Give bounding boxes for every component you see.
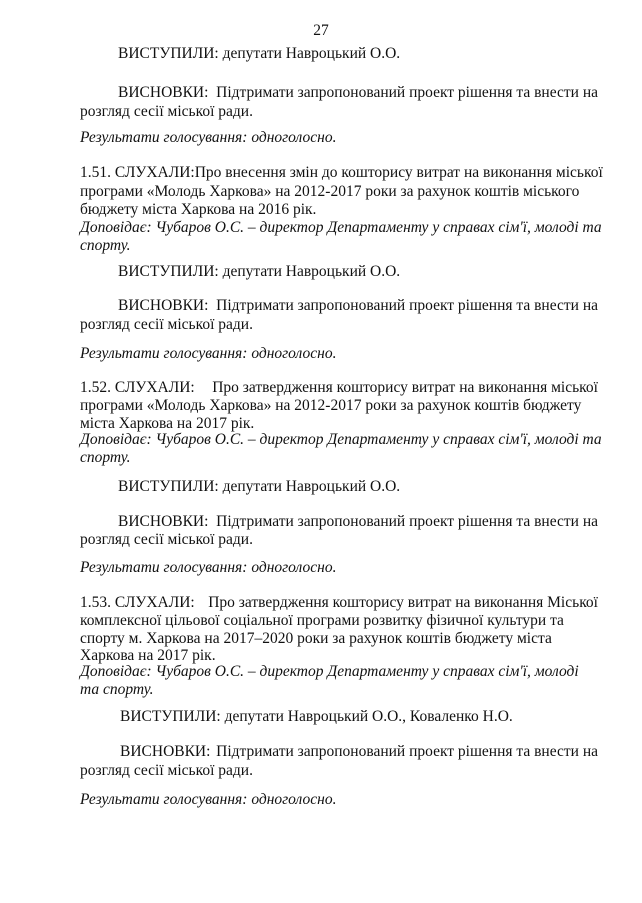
item-heading-label: 1.52. СЛУХАЛИ: (80, 379, 195, 396)
speakers-line (118, 262, 400, 281)
item-heading-line (80, 163, 603, 182)
speakers-names: депутати Навроцький О.О. (222, 45, 401, 62)
item-heading-continuation: програми «Молодь Харкова» на 2012-2017 роки за рахунок коштів міського (80, 183, 580, 200)
vote-result: одноголосно. (251, 559, 337, 576)
item-heading-line (80, 593, 598, 612)
reporter-label: Доповідає: (80, 431, 152, 448)
conclusion-line (120, 742, 598, 761)
reporter-text: Чубаров О.С. – директор Департаменту у справах сім'ї, молоді (155, 663, 579, 680)
speakers-names: депутати Навроцький О.О., Коваленко Н.О. (224, 708, 513, 725)
speakers-label: ВИСТУПИЛИ: (118, 263, 219, 280)
speakers-label: ВИСТУПИЛИ: (120, 708, 221, 725)
item-heading-label: 1.53. СЛУХАЛИ: (80, 594, 195, 611)
conclusion-label: ВИСНОВКИ: (118, 513, 209, 530)
conclusion-line (118, 83, 598, 102)
item-heading-continuation: комплексної цільової соціальної програми розвитку фізичної культури та (80, 612, 564, 629)
item-heading-text: Про внесення змін до кошторису витрат на виконання міської (194, 164, 603, 181)
item-heading-continuation: Харкова на 2017 рік. (80, 647, 216, 664)
conclusion-label: ВИСНОВКИ: (118, 297, 209, 314)
item-heading-continuation: бюджету міста Харкова на 2016 рік. (80, 201, 317, 218)
conclusion-label: ВИСНОВКИ: (118, 84, 209, 101)
vote-result: одноголосно. (251, 345, 337, 362)
reporter-text: Чубаров О.С. – директор Департаменту у справах сім'ї, молоді та (155, 431, 602, 448)
vote-label: Результати голосування: (80, 791, 248, 808)
vote-result: одноголосно. (251, 129, 337, 146)
conclusion-continuation: розгляд сесії міської ради. (80, 316, 253, 333)
item-heading-continuation: програми «Молодь Харкова» на 2012-2017 роки за рахунок коштів бюджету (80, 397, 582, 414)
conclusion-label: ВИСНОВКИ: (120, 743, 211, 760)
reporter-line (80, 662, 579, 681)
reporter-label: Доповідає: (80, 663, 152, 680)
conclusion-text: Підтримати запропонований проект рішення та внести на (216, 297, 598, 314)
reporter-line (80, 430, 602, 449)
reporter-label: Доповідає: (80, 219, 152, 236)
conclusion-continuation: розгляд сесії міської ради. (80, 762, 253, 779)
speakers-line (118, 477, 400, 496)
conclusion-line (118, 512, 598, 531)
vote-result-line (80, 558, 336, 577)
reporter-continuation: та спорту. (80, 681, 154, 698)
conclusion-text: Підтримати запропонований проект рішення та внести на (216, 84, 598, 101)
speakers-line (118, 44, 400, 63)
conclusion-text: Підтримати запропонований проект рішення та внести на (216, 743, 598, 760)
page-number: 27 (313, 22, 329, 39)
speakers-names: депутати Навроцький О.О. (222, 478, 401, 495)
reporter-line (80, 218, 602, 237)
speakers-line (120, 707, 513, 726)
vote-result-line (80, 128, 336, 147)
item-heading-line (80, 378, 598, 397)
conclusion-line (118, 296, 598, 315)
conclusion-text: Підтримати запропонований проект рішення та внести на (216, 513, 598, 530)
reporter-continuation: спорту. (80, 237, 131, 254)
item-heading-label: 1.51. СЛУХАЛИ: (80, 164, 195, 181)
item-heading-continuation: міста Харкова на 2017 рік. (80, 415, 255, 432)
reporter-continuation: спорту. (80, 449, 131, 466)
speakers-names: депутати Навроцький О.О. (222, 263, 401, 280)
vote-label: Результати голосування: (80, 129, 248, 146)
vote-label: Результати голосування: (80, 345, 248, 362)
item-heading-text: Про затвердження кошторису витрат на виконання міської (212, 379, 598, 396)
speakers-label: ВИСТУПИЛИ: (118, 478, 219, 495)
vote-label: Результати голосування: (80, 559, 248, 576)
item-heading-continuation: спорту м. Харкова на 2017–2020 роки за рахунок коштів бюджету міста (80, 630, 552, 647)
speakers-label: ВИСТУПИЛИ: (118, 45, 219, 62)
conclusion-continuation: розгляд сесії міської ради. (80, 103, 253, 120)
reporter-text: Чубаров О.С. – директор Департаменту у справах сім'ї, молоді та (155, 219, 602, 236)
vote-result-line (80, 790, 336, 809)
conclusion-continuation: розгляд сесії міської ради. (80, 531, 253, 548)
vote-result-line (80, 344, 336, 363)
item-heading-text: Про затвердження кошторису витрат на виконання Міської (208, 594, 598, 611)
vote-result: одноголосно. (251, 791, 337, 808)
